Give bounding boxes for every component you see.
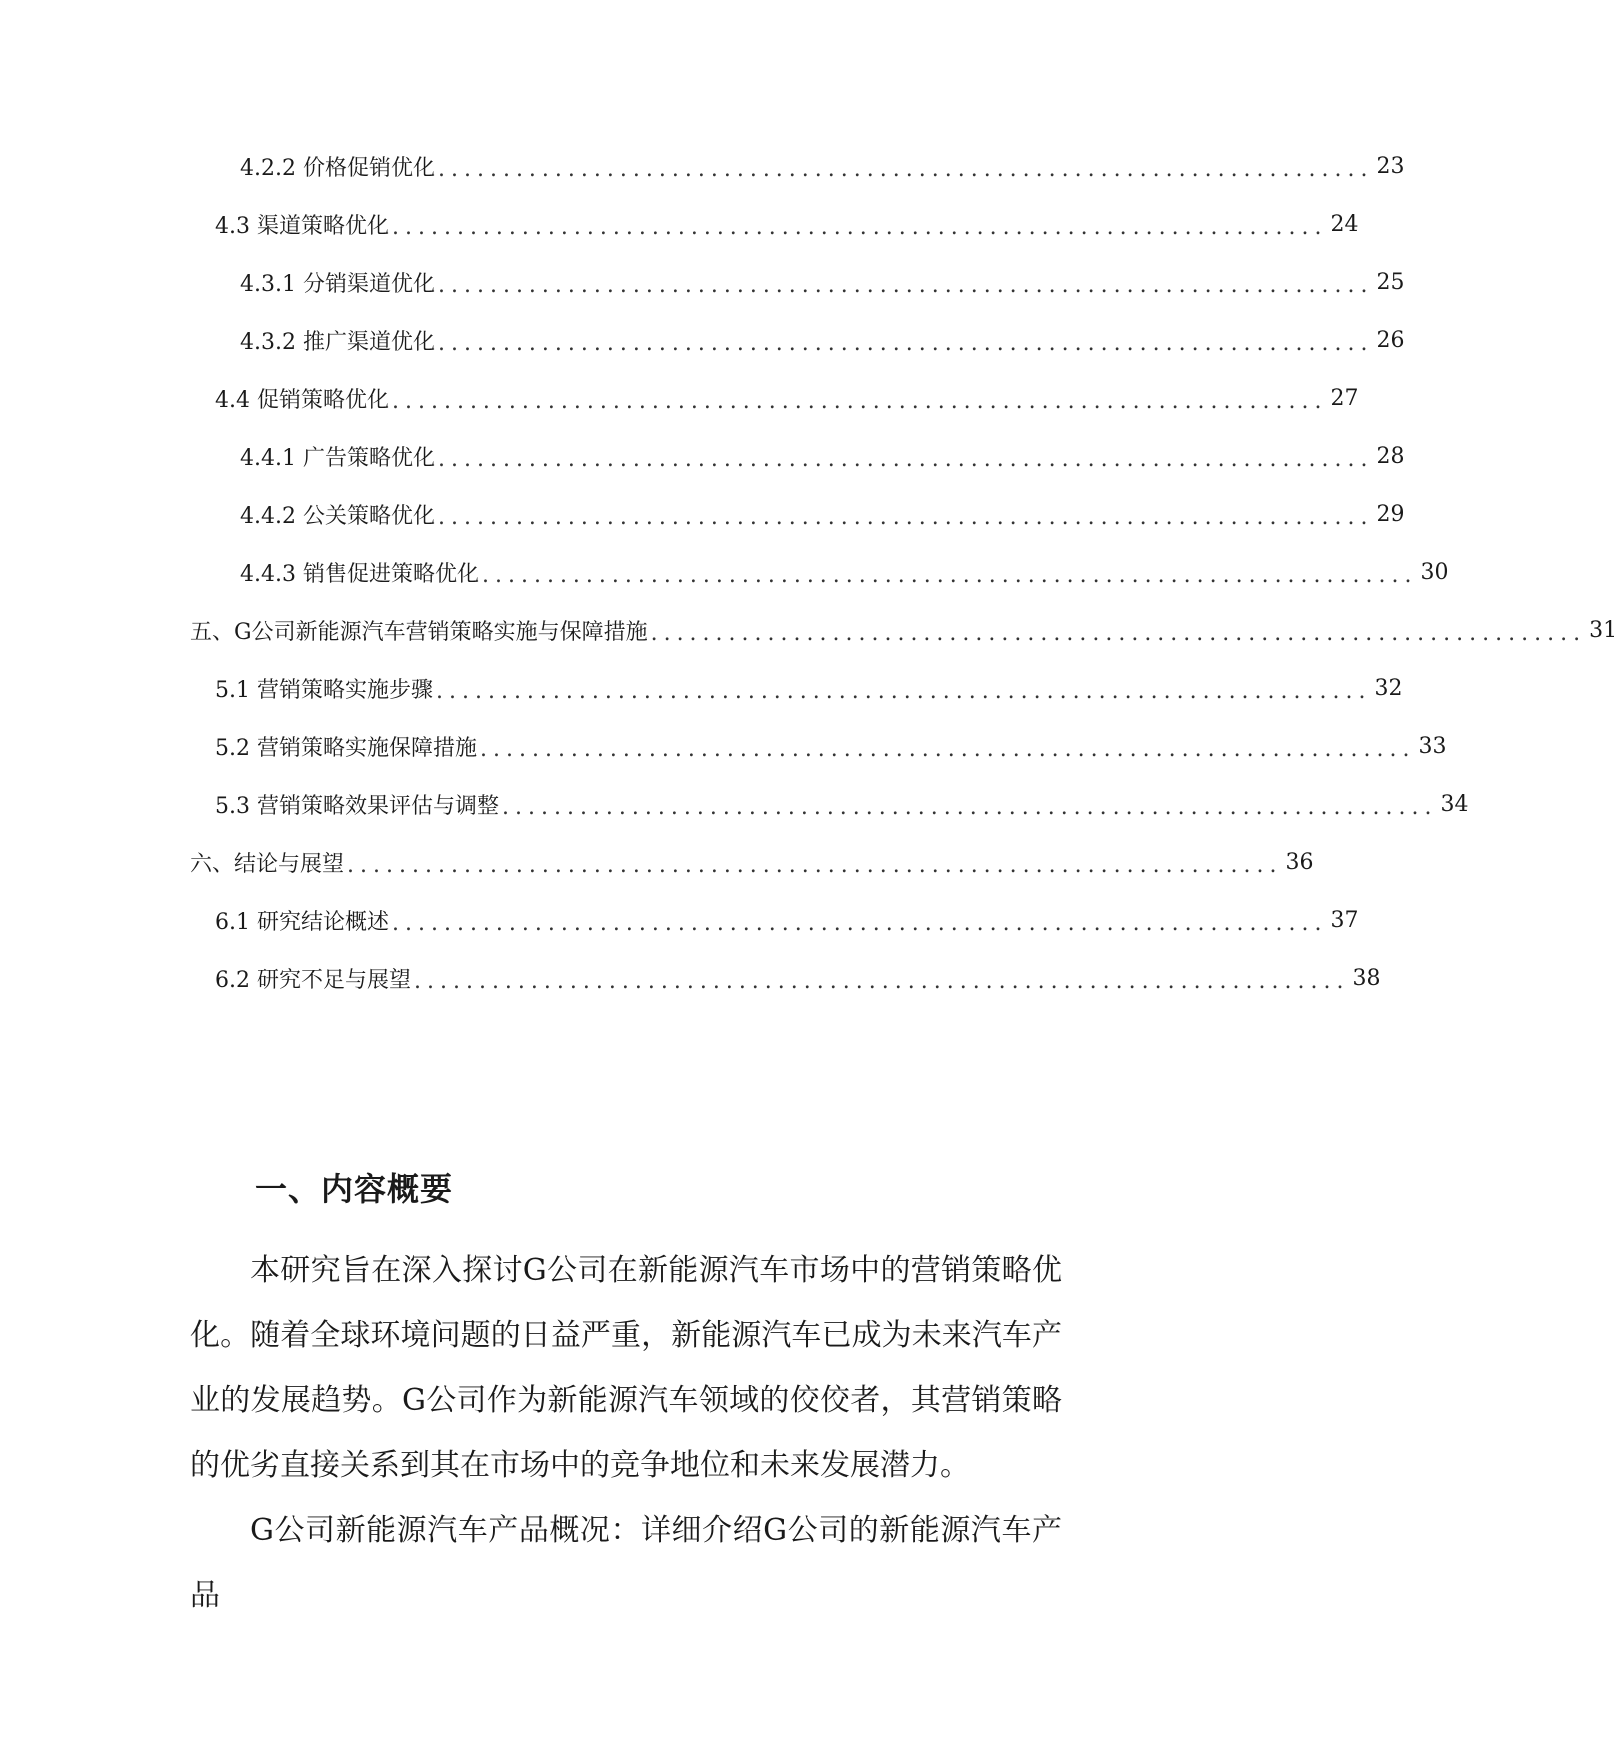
toc-leader-dots: ........................................................................ bbox=[437, 447, 1374, 472]
toc-entry-label: 6.2 研究不足与展望 bbox=[215, 967, 411, 993]
toc-page-number: 34 bbox=[1440, 791, 1469, 817]
body-paragraph: 本研究旨在深入探讨G公司在新能源汽车市场中的营销策略优化。随着全球环境问题的日益严重，新能源汽车已成为未来汽车产业的发展趋势。G公司作为新能源汽车领域的佼佼者，其营销策略的优劣直接关系到其在市场中的竞争地位和未来发展潜力。 bbox=[190, 1253, 1062, 1483]
toc-entry-label: 4.4.3 销售促进策略优化 bbox=[240, 561, 479, 587]
toc-entry[interactable] bbox=[215, 729, 1447, 763]
toc-entry-label: 5.3 营销策略效果评估与调整 bbox=[215, 793, 499, 819]
toc-entry-label: 4.4.2 公关策略优化 bbox=[240, 503, 435, 529]
toc-leader-dots: ........................................................................ bbox=[437, 157, 1374, 182]
toc-entry-label: 4.2.2 价格促销优化 bbox=[240, 155, 435, 181]
toc-leader-dots: ........................................................................ bbox=[479, 737, 1416, 762]
toc-entry[interactable] bbox=[240, 497, 1405, 531]
toc-entry[interactable] bbox=[215, 903, 1359, 937]
toc-page-number: 25 bbox=[1376, 269, 1405, 295]
section-heading: 一、内容概要 bbox=[255, 1170, 454, 1208]
toc-entry[interactable] bbox=[215, 671, 1403, 705]
toc-page-number: 28 bbox=[1376, 443, 1405, 469]
toc-page-number: 26 bbox=[1376, 327, 1405, 353]
toc-entry[interactable] bbox=[215, 961, 1381, 995]
toc-page-number: 29 bbox=[1376, 501, 1405, 527]
toc-entry-label: 4.3 渠道策略优化 bbox=[215, 213, 389, 239]
toc-entry-label: 六、结论与展望 bbox=[190, 851, 345, 877]
toc-leader-dots: ........................................................................ bbox=[437, 331, 1374, 356]
toc-page-number: 32 bbox=[1374, 675, 1403, 701]
toc-entry[interactable] bbox=[240, 439, 1405, 473]
toc-entry-label: 5.1 营销策略实施步骤 bbox=[215, 677, 433, 703]
toc-entry[interactable] bbox=[215, 787, 1469, 821]
toc-leader-dots: ........................................................................ bbox=[391, 911, 1328, 936]
toc-entry[interactable] bbox=[240, 323, 1405, 357]
body-paragraph: G公司新能源汽车产品概况：详细介绍G公司的新能源汽车产品 bbox=[190, 1513, 1062, 1613]
toc-page-number: 23 bbox=[1376, 153, 1405, 179]
toc-entry[interactable] bbox=[240, 265, 1405, 299]
toc-entry[interactable] bbox=[215, 381, 1359, 415]
toc-entry[interactable] bbox=[240, 555, 1449, 589]
toc-entry[interactable] bbox=[190, 845, 1314, 879]
toc-page-number: 31 bbox=[1589, 617, 1617, 643]
toc-entry-label: 5.2 营销策略实施保障措施 bbox=[215, 735, 477, 761]
toc-leader-dots: ........................................................................ bbox=[437, 273, 1374, 298]
toc-entry-label: 4.4 促销策略优化 bbox=[215, 387, 389, 413]
toc-page-number: 24 bbox=[1330, 211, 1359, 237]
toc-entry-label: 4.4.1 广告策略优化 bbox=[240, 445, 435, 471]
toc-entry[interactable] bbox=[190, 613, 1617, 647]
toc-leader-dots: ........................................................................ bbox=[437, 505, 1374, 530]
toc-leader-dots: ........................................................................ bbox=[413, 969, 1350, 994]
toc-entry[interactable] bbox=[240, 149, 1405, 183]
toc-entry-label: 4.3.2 推广渠道优化 bbox=[240, 329, 435, 355]
toc-entry-label: 6.1 研究结论概述 bbox=[215, 909, 389, 935]
section-body bbox=[190, 1238, 1062, 1628]
toc-leader-dots: ........................................................................ bbox=[481, 563, 1418, 588]
toc-entry[interactable] bbox=[215, 207, 1359, 241]
toc-entry-label: 五、G公司新能源汽车营销策略实施与保障措施 bbox=[190, 619, 648, 645]
toc-page-number: 37 bbox=[1330, 907, 1359, 933]
toc-page-number: 36 bbox=[1285, 849, 1314, 875]
toc-page-number: 33 bbox=[1418, 733, 1447, 759]
toc-page-number: 30 bbox=[1420, 559, 1449, 585]
toc-leader-dots: ........................................................................ bbox=[347, 853, 1283, 878]
toc-leader-dots: ........................................................................ bbox=[501, 795, 1438, 820]
toc-leader-dots: ........................................................................ bbox=[650, 621, 1587, 646]
toc-page-number: 38 bbox=[1352, 965, 1381, 991]
toc-leader-dots: ........................................................................ bbox=[391, 389, 1328, 414]
toc-leader-dots: ........................................................................ bbox=[391, 215, 1328, 240]
toc-entry-label: 4.3.1 分销渠道优化 bbox=[240, 271, 435, 297]
toc-page-number: 27 bbox=[1330, 385, 1359, 411]
toc-leader-dots: ........................................................................ bbox=[435, 679, 1372, 704]
